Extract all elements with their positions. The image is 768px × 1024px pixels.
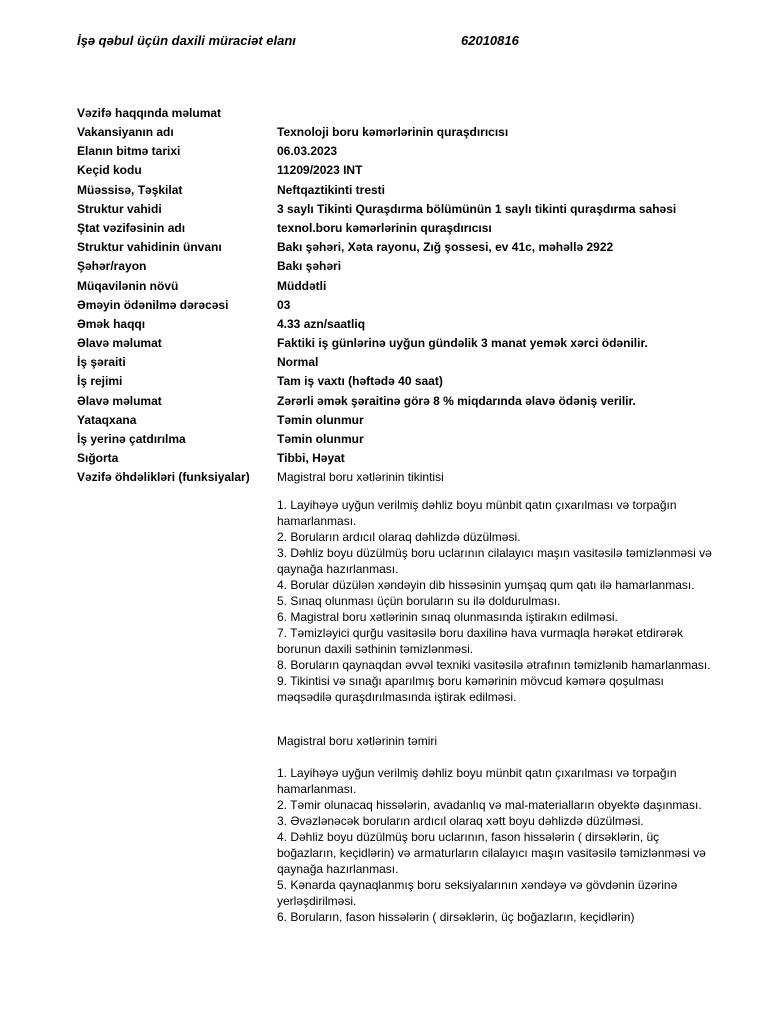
job-info-table xyxy=(77,104,717,488)
document-code: 62010816 xyxy=(461,33,519,48)
info-value: Təmin olunmur xyxy=(277,412,364,427)
info-row xyxy=(77,315,717,334)
info-row xyxy=(77,257,717,276)
info-row xyxy=(77,334,717,353)
info-row xyxy=(77,238,717,257)
duty-item: 3. Dəhliz boyu düzülmüş boru uclarının cilalayıcı maşın vasitəsilə təmizlənməsi və qaynağa hazırlanması. xyxy=(277,546,712,576)
info-value: Bakı şəhəri, Xəta rayonu, Zığ şossesi, ev 41c, məhəllə 2922 xyxy=(277,240,614,255)
info-value: Tam iş vaxtı (həftədə 40 saat) xyxy=(277,374,443,389)
info-label: Struktur vahidi xyxy=(77,201,162,216)
duties-section xyxy=(277,497,717,925)
info-row xyxy=(77,353,717,372)
info-label: Vəzifə öhdəlikləri (funksiyalar) xyxy=(77,470,250,485)
duty-item: 1. Layihəyə uyğun verilmiş dəhliz boyu münbit qatın çıxarılması və torpağın hamarlanması. xyxy=(277,766,677,796)
info-value: 4.33 azn/saatliq xyxy=(277,316,366,331)
info-row xyxy=(77,411,717,430)
info-value: Normal xyxy=(277,355,319,370)
duty-item: 5. Kənarda qaynaqlanmış boru seksiyalarının xəndəyə və gövdənin üzərinə yerləşdirilməsi. xyxy=(277,878,678,908)
duty-item: 2. Boruların ardıcıl olaraq dəhlizdə düzülməsi. xyxy=(277,530,521,544)
info-row xyxy=(77,277,717,296)
info-value: Zərərli əmək şəraitinə görə 8 % miqdarında əlavə ödəniş verilir. xyxy=(277,393,636,408)
duties-repair-list xyxy=(277,765,717,925)
duty-item: 6. Boruların, fason hissələrin ( dirsəklərin, üç boğazların, keçidlərin) xyxy=(277,910,635,924)
info-label: Şəhər/rayon xyxy=(77,259,147,274)
duty-item: 5. Sınaq olunması üçün boruların su ilə doldurulması. xyxy=(277,594,561,608)
info-row xyxy=(77,200,717,219)
info-label: Elanın bitmə tarixi xyxy=(77,144,181,159)
info-value: Müddətli xyxy=(277,278,327,293)
info-row xyxy=(77,392,717,411)
info-row xyxy=(77,142,717,161)
duty-item: 4. Dəhliz boyu düzülmüş boru uclarının, fason hissələrin ( dirsəklərin, üç boğazların, keçidlərin) və armaturların cilalayıcı maşın vasitəsilə təmizlənməsi və qaynağa hazırlanması. xyxy=(277,830,706,876)
info-row xyxy=(77,468,717,487)
section-title: Vəzifə haqqında məlumat xyxy=(77,106,222,120)
info-label: İş şəraiti xyxy=(77,355,126,370)
info-label: Müqavilənin növü xyxy=(77,278,179,293)
info-row xyxy=(77,449,717,468)
info-row xyxy=(77,430,717,449)
info-row xyxy=(77,123,717,142)
info-label: Əməyin ödənilmə dərəcəsi xyxy=(77,297,229,312)
info-value: 3 saylı Tikinti Quraşdırma bölümünün 1 saylı tikinti quraşdırma sahəsi xyxy=(277,201,677,216)
duty-item: 3. Əvəzlənəcək boruların ardıcıl olaraq xətt boyu dəhlizdə düzülməsi. xyxy=(277,814,644,828)
info-label: İş yerinə çatdırılma xyxy=(77,432,186,446)
info-label: Əmək haqqı xyxy=(77,316,146,331)
info-value: Təmin olunmur xyxy=(277,432,364,446)
duty-item: 4. Borular düzülən xəndəyin dib hissəsinin yumşaq qum qatı ilə hamarlanması. xyxy=(277,578,695,592)
info-value: Neftqaztikinti tresti xyxy=(277,182,386,197)
info-value: 11209/2023 INT xyxy=(277,163,363,178)
document-title: İşə qəbul üçün daxili müraciət elanı xyxy=(77,33,296,48)
info-label: Sığorta xyxy=(77,451,119,466)
info-value: Bakı şəhəri xyxy=(277,259,342,274)
info-label: Keçid kodu xyxy=(77,163,142,178)
duty-item: 2. Təmir olunacaq hissələrin, avadanlıq və mal-materialların obyektə daşınması. xyxy=(277,798,702,812)
info-label: Vakansiyanın adı xyxy=(77,125,174,139)
info-row xyxy=(77,372,717,391)
info-row xyxy=(77,181,717,200)
info-label: Yataqxana xyxy=(77,412,137,427)
duty-item: 8. Boruların qaynaqdan əvvəl texniki vasitəsilə ətrafının təmizlənib hamarlanması. xyxy=(277,658,711,672)
info-label: Əlavə məlumat xyxy=(77,336,162,351)
duty-item: 6. Magistral boru xətlərinin sınaq olunmasında iştirakın edilməsi. xyxy=(277,610,618,624)
info-label: Əlavə məlumat xyxy=(77,393,162,408)
info-value: Magistral boru xətlərinin tikintisi xyxy=(277,470,444,485)
info-value: Tibbi, Həyat xyxy=(277,451,345,466)
info-label: Struktur vahidinin ünvanı xyxy=(77,240,222,255)
info-value: Texnoloji boru kəmərlərinin quraşdırıcısı xyxy=(277,125,509,139)
info-value: texnol.boru kəmərlərinin quraşdırıcısı xyxy=(277,220,492,235)
info-row xyxy=(77,296,717,315)
info-label: Müəssisə, Təşkilat xyxy=(77,182,183,197)
info-label: Ştat vəzifəsinin adı xyxy=(77,220,186,235)
info-value: 06.03.2023 xyxy=(277,144,338,159)
info-value: Faktiki iş günlərinə uyğun gündəlik 3 manat yemək xərci ödənilir. xyxy=(277,336,648,351)
duty-item: 1. Layihəyə uyğun verilmiş dəhliz boyu münbit qatın çıxarılması və torpağın hamarlanması. xyxy=(277,498,677,528)
info-rows xyxy=(77,123,717,488)
spacer xyxy=(277,705,717,733)
info-row xyxy=(77,219,717,238)
spacer xyxy=(277,749,717,765)
duties-construction-list xyxy=(277,497,717,705)
info-row xyxy=(77,161,717,180)
repair-title: Magistral boru xətlərinin təmiri xyxy=(277,734,438,748)
duty-item: 9. Tikintisi və sınağı aparılmış boru kəmərinin mövcud kəmərə qoşulması məqsədilə quraşdırılmasında iştirak edilməsi. xyxy=(277,674,664,704)
info-value: 03 xyxy=(277,297,291,312)
info-label: İş rejimi xyxy=(77,374,123,389)
duty-item: 7. Təmizləyici qurğu vasitəsilə boru daxilinə hava vurmaqla hərəkət etdirərək borunun daxili səthinin təmizlənməsi. xyxy=(277,626,683,656)
